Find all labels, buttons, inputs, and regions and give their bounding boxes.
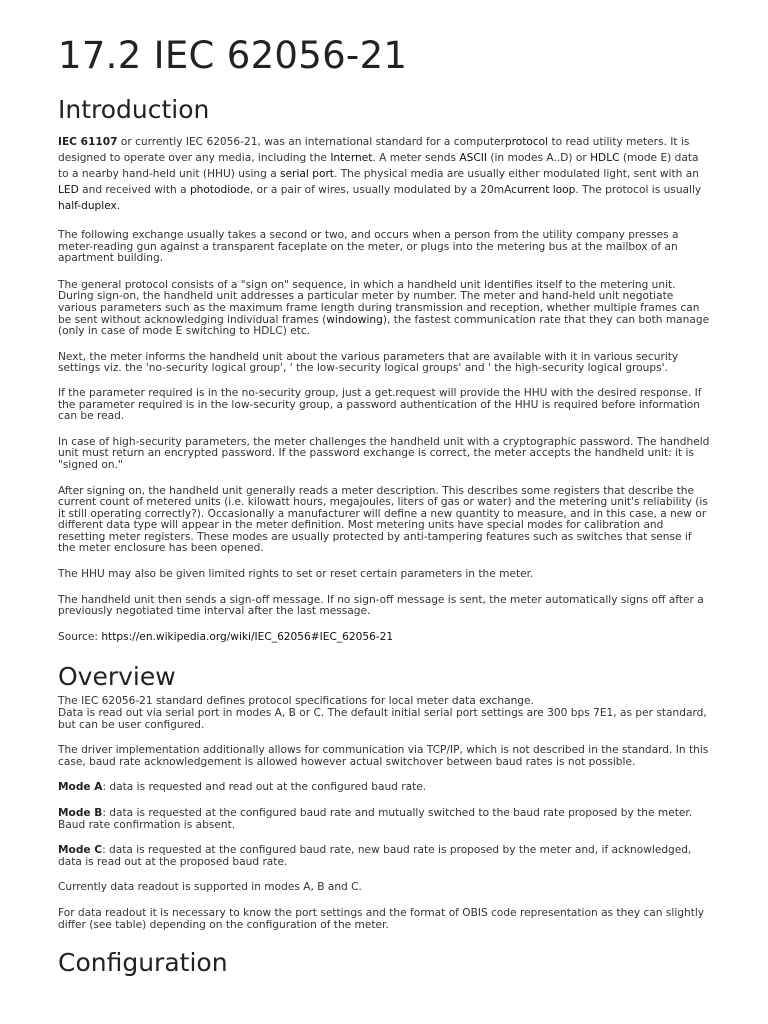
overview-heading: Overview bbox=[58, 662, 176, 692]
intro-p1-text-10: . bbox=[116, 200, 121, 212]
photodiode-link[interactable]: photodiode bbox=[189, 184, 250, 196]
mode-b-text: : data is requested at the configured baud rate and mutually switched to the baud rate proposed by the meter. Baud rate confirmation is absent. bbox=[58, 807, 693, 831]
overview-paragraph-6: Currently data readout is supported in modes A, B and C. bbox=[58, 881, 362, 894]
intro-paragraph-3 bbox=[58, 280, 712, 338]
overview-paragraph-1 bbox=[58, 696, 712, 731]
overview-p1-line-1: The IEC 62056-21 standard defines protocol specifications for local meter data exchange. bbox=[58, 695, 534, 708]
intro-paragraph-1 bbox=[58, 134, 712, 214]
intro-paragraph-7: After signing on, the handheld unit generally reads a meter description. This describes some registers that describe the current count of metered units (i.e. kilowatt hours, megajoules, liters of gas or water) and the metering unit's reliability (is it still operating correctly?). Occasionally a manufacturer will define a new quantity to measure, and in this case, a new or different data type will appear in the meter definition. Most metering units have special modes for calibration and resetting meter registers. These modes are usually protected by anti-tampering features such as switches that sense if the meter enclosure has been opened. bbox=[58, 484, 708, 555]
mode-a-label: Mode A bbox=[58, 781, 103, 794]
mode-c-paragraph bbox=[58, 845, 712, 868]
intro-p1-text-1: or currently IEC 62056-21, was an international standard for a computer bbox=[117, 136, 505, 148]
intro-p1-text-4: (in modes A..D) or bbox=[486, 152, 591, 164]
overview-paragraph-2: The driver implementation additionally allows for communication via TCP/IP, which is not described in the standard. In this case, baud rate acknowledgement is allowed however actual switchover between baud rates is not possible. bbox=[58, 744, 709, 768]
intro-paragraph-6: In case of high-security parameters, the meter challenges the handheld unit with a cryptographic password. The handheld unit must return an encrypted password. If the password exchange is correct, the meter accepts the handheld unit: it is "signed on." bbox=[58, 435, 710, 471]
serial-port-link[interactable]: serial port bbox=[280, 168, 334, 180]
led-link[interactable]: LED bbox=[58, 184, 79, 196]
source-line bbox=[58, 632, 712, 644]
intro-p3-text-1: The general protocol consists of a "sign on" sequence, in which a handheld unit identifies itself to the metering unit. During sign-on, the handheld unit addresses a particular meter by number. The meter and hand-held unit negotiate various parameters such as the maximum frame length during transmission and reception, whether multiple frames can be sent without acknowledging individual frames ( bbox=[58, 278, 700, 326]
protocol-link[interactable]: protocol bbox=[504, 136, 549, 148]
introduction-heading: Introduction bbox=[58, 95, 210, 124]
hdlc-link[interactable]: HDLC bbox=[590, 152, 620, 164]
intro-p3-text-2: ), the fastest communication rate that they can both manage (only in case of mode E switching to HDLC) etc. bbox=[58, 313, 710, 338]
internet-link[interactable]: Internet bbox=[330, 152, 373, 164]
intro-paragraph-2: The following exchange usually takes a second or two, and occurs when a person from the utility company presses a meter-reading gun against a transparent faceplate on the meter, or plugs into the metering bus at the mailbox of an apartment building. bbox=[58, 229, 679, 265]
configuration-heading: Configuration bbox=[58, 948, 228, 978]
source-link[interactable]: https://en.wikipedia.org/wiki/IEC_62056#IEC_62056-21 bbox=[101, 630, 394, 643]
page-title: 17.2 IEC 62056-21 bbox=[58, 34, 408, 77]
source-label: Source: bbox=[58, 630, 102, 643]
intro-p1-text-9: . The protocol is usually bbox=[575, 184, 702, 196]
intro-paragraph-8: The HHU may also be given limited rights to set or reset certain parameters in the meter. bbox=[58, 568, 534, 581]
mode-c-text: : data is requested at the configured baud rate, new baud rate is proposed by the meter and, if acknowledged, data is read out at the proposed baud rate. bbox=[58, 844, 692, 868]
intro-p1-text-5: (mode E) data to a nearby hand-held unit (HHU) using a bbox=[58, 152, 699, 180]
mode-c-label: Mode C bbox=[58, 844, 103, 857]
overview-p1-line-2: Data is read out via serial port in modes A, B or C. The default initial serial port settings are 300 bps 7E1, as per standard, but can be user configured. bbox=[58, 707, 707, 731]
intro-p1-text-7: and received with a bbox=[78, 184, 190, 196]
mode-b-paragraph bbox=[58, 808, 712, 831]
iec-61107-term: IEC 61107 bbox=[58, 136, 118, 148]
intro-p1-text-3: . A meter sends bbox=[372, 152, 460, 164]
ascii-link[interactable]: ASCII bbox=[459, 152, 487, 164]
mode-a-paragraph bbox=[58, 782, 712, 794]
intro-paragraph-9: The handheld unit then sends a sign-off message. If no sign-off message is sent, the meter automatically signs off after a previously negotiated time interval after the last message. bbox=[58, 593, 704, 618]
intro-p1-text-2: to read utility meters. It is designed to operate over any media, including the bbox=[58, 136, 690, 164]
intro-p1-text-8: , or a pair of wires, usually modulated by a 20mA bbox=[249, 184, 512, 196]
document-page bbox=[58, 0, 712, 978]
intro-paragraph-5: If the parameter required is in the no-security group, just a get.request will provide the HHU with the desired response. If the parameter required is in the low-security group, a password authentication of the HHU is required before information can be read. bbox=[58, 386, 702, 423]
mode-b-label: Mode B bbox=[58, 807, 103, 819]
windowing-link[interactable]: windowing bbox=[326, 313, 383, 326]
mode-a-text: : data is requested and read out at the configured baud rate. bbox=[102, 781, 427, 794]
intro-p1-text-6: . The physical media are usually either modulated light, sent with an bbox=[333, 168, 699, 180]
half-duplex-link[interactable]: half-duplex bbox=[58, 200, 117, 212]
current-loop-link[interactable]: current loop bbox=[511, 184, 576, 196]
overview-paragraph-7: For data readout it is necessary to know the port settings and the format of OBIS code representation as they can slightly differ (see table) depending on the configuration of the meter. bbox=[58, 906, 705, 931]
intro-paragraph-4: Next, the meter informs the handheld unit about the various parameters that are available with it in various security settings viz. the 'no-security logical group', ' the low-security logical groups' and ' the high-security logical groups'. bbox=[58, 350, 679, 375]
